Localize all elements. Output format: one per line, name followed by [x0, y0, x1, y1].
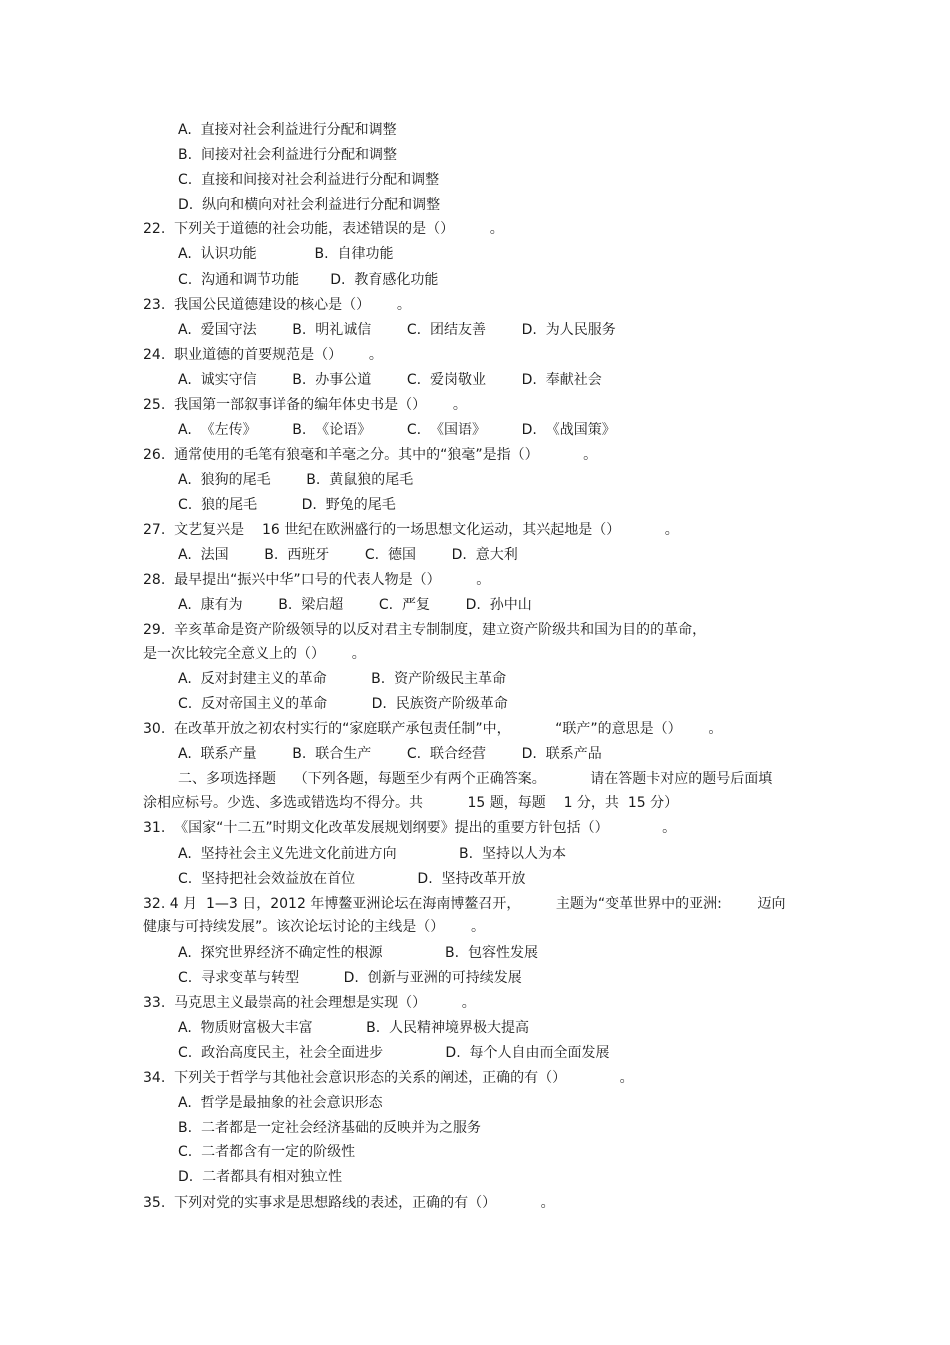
text-line: A. 探究世界经济不确定性的根源 B. 包容性发展 [178, 945, 538, 961]
text-line: C. 坚持把社会效益放在首位 D. 坚持改革开放 [178, 871, 526, 887]
text-line: 34. 下列关于哲学与其他社会意识形态的关系的阐述，正确的有（） 。 [143, 1070, 634, 1086]
text-line: A. 联系产量 B. 联合生产 C. 联合经营 D. 联系产品 [178, 746, 602, 762]
text-line: A. 康有为 B. 梁启超 C. 严复 D. 孙中山 [178, 597, 532, 613]
text-line: 29. 辛亥革命是资产阶级领导的以反对君主专制制度，建立资产阶级共和国为目的的革命， [143, 622, 707, 638]
text-line: A. 诚实守信 B. 办事公道 C. 爱岗敬业 D. 奉献社会 [178, 372, 602, 388]
text-line: A. 《左传》 B. 《论语》 C. 《国语》 D. 《战国策》 [178, 422, 616, 438]
text-line: 31. 《国家“十二五”时期文化改革发展规划纲要》提出的重要方针包括（） 。 [143, 820, 677, 836]
text-line: C. 二者都含有一定的阶级性 [178, 1144, 356, 1160]
text-line: A. 物质财富极大丰富 B. 人民精神境界极大提高 [178, 1020, 530, 1036]
text-line: A. 直接对社会利益进行分配和调整 [178, 122, 397, 138]
text-line: C. 直接和间接对社会利益进行分配和调整 [178, 172, 440, 188]
text-line: 27. 文艺复兴是 16 世纪在欧洲盛行的一场思想文化运动，其兴起地是（） 。 [143, 522, 679, 538]
text-line: D. 二者都具有相对独立性 [178, 1169, 343, 1185]
text-line: B. 间接对社会利益进行分配和调整 [178, 147, 397, 163]
text-line: 26. 通常使用的毛笔有狼毫和羊毫之分。其中的“狼毫”是指（） 。 [143, 447, 598, 463]
text-line: C. 反对帝国主义的革命 D. 民族资产阶级革命 [178, 696, 508, 712]
text-line: C. 沟通和调节功能 D. 教育感化功能 [178, 272, 439, 288]
text-line: A. 反对封建主义的革命 B. 资产阶级民主革命 [178, 671, 507, 687]
text-line: 24. 职业道德的首要规范是（） 。 [143, 347, 383, 363]
text-line: 33. 马克思主义最崇高的社会理想是实现（） 。 [143, 995, 476, 1011]
text-line: 30. 在改革开放之初农村实行的“家庭联产承包责任制”中， “联产”的意思是（） 。 [143, 721, 723, 737]
text-line: 二、多项选择题 （下列各题，每题至少有两个正确答案。 请在答题卡对应的题号后面填 [178, 771, 773, 787]
text-line: A. 爱国守法 B. 明礼诚信 C. 团结友善 D. 为人民服务 [178, 322, 616, 338]
text-line: 25. 我国第一部叙事详备的编年体史书是（） 。 [143, 397, 467, 413]
text-line: 28. 最早提出“振兴中华”口号的代表人物是（） 。 [143, 572, 491, 588]
text-line: 22. 下列关于道德的社会功能，表述错误的是（） 。 [143, 221, 504, 237]
text-line: 23. 我国公民道德建设的核心是（） 。 [143, 297, 411, 313]
text-line: D. 纵向和横向对社会利益进行分配和调整 [178, 197, 441, 213]
text-line: C. 政治高度民主，社会全面进步 D. 每个人自由而全面发展 [178, 1045, 610, 1061]
text-line: 35. 下列对党的实事求是思想路线的表述，正确的有（） 。 [143, 1195, 555, 1211]
text-line: 涂相应标号。少选、多选或错选均不得分。共 15 题，每题 1 分，共 15 分） [143, 795, 679, 811]
text-line: C. 狼的尾毛 D. 野兔的尾毛 [178, 497, 396, 513]
text-line: A. 法国 B. 西班牙 C. 德国 D. 意大利 [178, 547, 518, 563]
text-line: A. 狼狗的尾毛 B. 黄鼠狼的尾毛 [178, 472, 414, 488]
text-line: A. 坚持社会主义先进文化前进方向 B. 坚持以人为本 [178, 846, 566, 862]
text-line: B. 二者都是一定社会经济基础的反映并为之服务 [178, 1120, 481, 1136]
text-line: 32. 4 月 1—3 日，2012 年博鳌亚洲论坛在海南博鳌召开， 主题为“变革世界中的亚洲: 迈向 [143, 896, 786, 912]
text-line: A. 哲学是最抽象的社会意识形态 [178, 1095, 383, 1111]
text-line: C. 寻求变革与转型 D. 创新与亚洲的可持续发展 [178, 970, 522, 986]
text-line: 健康与可持续发展”。该次论坛讨论的主线是（） 。 [143, 919, 485, 935]
text-line: A. 认识功能 B. 自律功能 [178, 246, 394, 262]
text-line: 是一次比较完全意义上的（） 。 [143, 646, 366, 662]
